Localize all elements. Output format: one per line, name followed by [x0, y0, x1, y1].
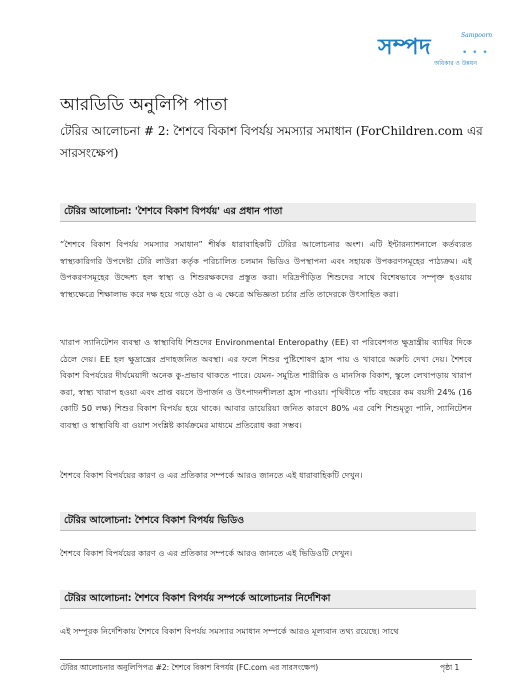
paragraph-intro: “শৈশবে বিকাশ বিপর্যয় সমস্যার সমাধান” শীর্ষক ধারাবাহিকটি টেরির আলোচনার অংশ। এটি ইন্টারন্যাশনালে কর্তব্যরত স্বাস্থ্যকারিগরি উপদেষ্টা টেরি লাউরা কর্তৃক পরিচালিত চলমান ভিডিও উপস্থাপনা এবং সহায়ক উপকরণসমূহের পাঠ্যক্রম। এই উপকরণসমূহের উদ্দেশ্য হল স্বাস্থ্য ও শিশুরক্ষকদের প্রস্তুত করা। দরিদ্রপীড়িত শিশুদের সাথে বিশেষভাবে সম্পৃক্ত হওয়ায় স্বাস্থ্যক্ষেত্রে শিক্ষালাভ করে দক্ষ হয়ে গড়ে ওঠা ও এ ক্ষেত্রে অভিজ্ঞতা চর্চার প্রতি তাদেরকে উৎসাহিত করা।: [60, 239, 472, 299]
section-heading-main-page: টেরির আলোচনা: 'শৈশবে বিকাশ বিপর্যয়' এর প্রধান পাতা: [60, 203, 476, 222]
footer-divider: [60, 659, 472, 660]
organization-logo: [378, 30, 498, 70]
section-heading-guide: টেরির আলোচনা: শৈশবে বিকাশ বিপর্যয় সম্পর্কে আলোচনার নির্দেশিকা: [60, 590, 476, 609]
footer-page-number: পৃষ্ঠা 1: [440, 663, 460, 672]
footer-document-title: টেরির আলোচনার অনুলিপিপত্র #2: শৈশবে বিকাশ বিপর্যয় (FC.com এর সারসংক্ষেপ): [60, 663, 319, 672]
paragraph-sanitation: খারাপ স্যানিটেশন ব্যবস্থা ও স্বাস্থ্যবিধি শিশুদের Environmental Enteropathy (EE) বা পরিবেশগত ক্ষুদ্রান্ত্রীয় ব্যাধির দিকে ঠেলে দেয়। EE হল ক্ষুদ্রান্ত্রের প্রদাহজনিত অবস্থা। এর ফলে শিশুর পুষ্টিশোষণ হ্রাস পায় ও খাবারে অরুচি দেখা দেয়। শৈশবে বিকাশ বিপর্যয়ের দীর্ঘমেয়াদী অনেক কু-প্রভাব থাকতে পারে। যেমন- সমুচিত শারীরিক ও মানসিক বিকাশ, স্কুলে লেখাপড়ায় খারাপ করা, স্বাস্থ্য খারাপ হওয়া এবং প্রাপ্ত বয়সে উপার্জন ও উৎপাদনশীলতা হ্রাস পাওয়া। পৃথিবীতে পাঁচ বছরের কম বয়সী 24% (16 কোটি 50 লক্ষ) শিশুর বিকাশ বিপর্যয় হয়ে থাকে। আবার ডায়েরিয়া জনিত কারণে 80% এর বেশি শিশুমৃত্যু পানি, স্যানিটেশন ব্যবস্থা ও স্বাস্থ্যবিধি বা ওয়াশ সংশ্লিষ্ট কার্যক্রমের মাধ্যমে প্রতিরোধ করা সম্ভব।: [60, 337, 472, 430]
logo-sub-text: Sampoorn: [461, 32, 493, 39]
paragraph-guide: এই সম্পূরক নির্দেশিকায় শৈশবে বিকাশ বিপর্যয় সমস্যার সমাধান সম্পর্কে আরও মূল্যবান তথ্য রয়েছে। সাথে: [60, 626, 399, 636]
logo-wordmark: সম্পদ: [378, 35, 432, 60]
logo-dots: • • •: [462, 48, 489, 58]
page-subtitle: টেরির আলোচনা # 2: শৈশবে বিকাশ বিপর্যয় সমস্যার সমাধান (ForChildren.com এর সারসংক্ষেপ): [60, 124, 483, 160]
page-title: আরডিডি অনুলিপি পাতা: [60, 95, 228, 115]
section-heading-video: টেরির আলোচনা: শৈশবে বিকাশ বিপর্যয় ভিডিও: [60, 512, 476, 531]
paragraph-series-link: শৈশবে বিকাশ বিপর্যয়ের কারণ ও এর প্রতিকার সম্পর্কে আরও জানতে এই ধারাবাহিকটি দেখুন।: [60, 470, 363, 480]
logo-tagline: অধিকার ও উন্নয়ন: [434, 60, 477, 67]
paragraph-video: শৈশবে বিকাশ বিপর্যয়ের কারণ ও এর প্রতিকার সম্পর্কে আরও জানতে এই ভিডিওটি দেখুন।: [60, 548, 353, 558]
